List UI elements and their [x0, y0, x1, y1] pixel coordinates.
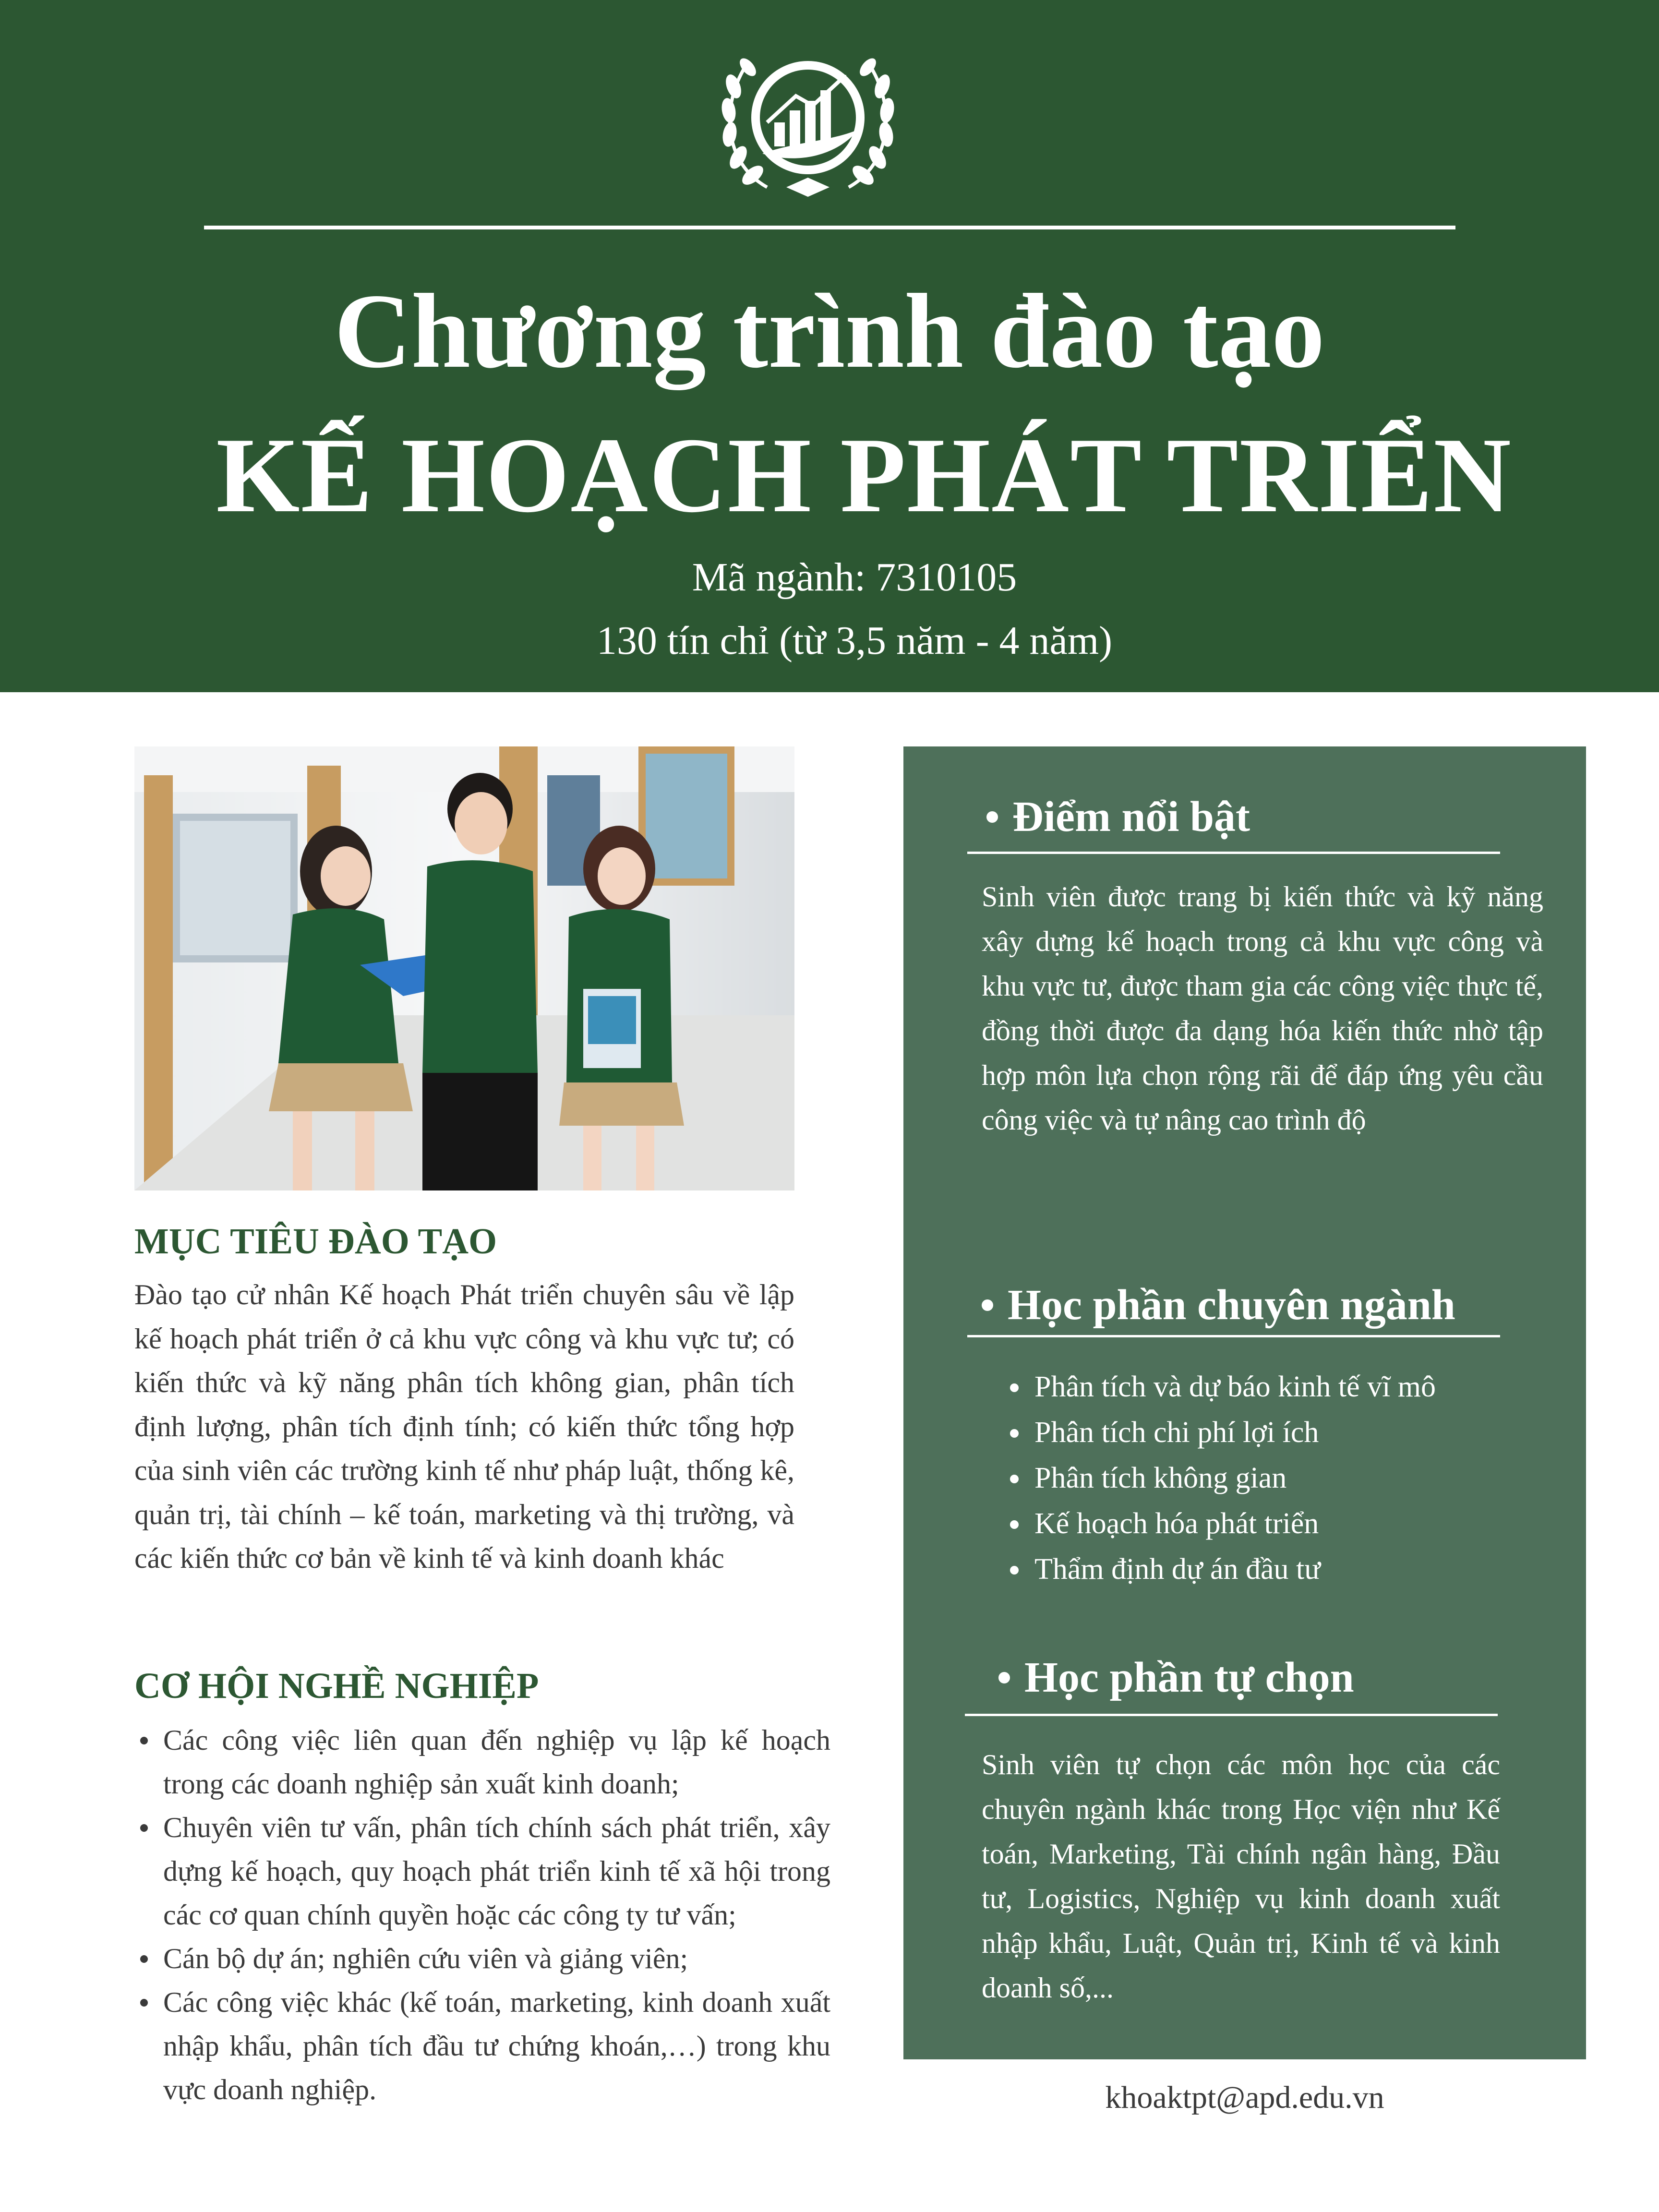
highlights-heading: Điểm nổi bật: [986, 791, 1250, 843]
core-modules-list: [1008, 1364, 1436, 1592]
highlights-text: Sinh viên được trang bị kiến thức và kỹ năng xây dựng kế hoạch trong cả khu vực công và khu vực tư, được tham gia các công việc thực tế, đồng thời được đa dạng hóa kiến thức nhờ tập hợp môn lựa chọn rộng rãi để đáp ứng yêu cầu công việc và tự nâng cao trình độ: [982, 881, 1543, 1136]
program-name: KẾ HOẠCH PHÁT TRIỂN: [216, 416, 1512, 535]
electives-heading: Học phần tự chọn: [998, 1651, 1354, 1704]
list-item: Thẩm định dự án đầu tư: [1008, 1547, 1436, 1592]
bullet-icon: [982, 1299, 993, 1311]
core-modules-divider: [967, 1335, 1500, 1337]
list-item: Phân tích không gian: [1008, 1455, 1436, 1501]
careers-heading: CƠ HỘI NGHỀ NGHIỆP: [134, 1666, 539, 1706]
core-modules-heading: Học phần chuyên ngành: [982, 1279, 1455, 1332]
bullet-icon: [998, 1672, 1010, 1683]
list-item: Phân tích và dự báo kinh tế vĩ mô: [1008, 1364, 1436, 1410]
electives-divider: [965, 1714, 1498, 1716]
list-item: Phân tích chi phí lợi ích: [1008, 1410, 1436, 1455]
list-item: Các công việc liên quan đến nghiệp vụ lập kế hoạch trong các doanh nghiệp sản xuất kinh doanh;: [134, 1719, 830, 1806]
list-item: Kế hoạch hóa phát triển: [1008, 1501, 1436, 1547]
electives-text: Sinh viên tự chọn các môn học của các chuyên ngành khác trong Học viện như Kế toán, Marketing, Tài chính ngân hàng, Đầu tư, Logistics, Nghiệp vụ kinh doanh xuất nhập khẩu, Luật, Quản trị, Kinh tế và kinh doanh số,...: [982, 1749, 1500, 2004]
header-banner: [0, 0, 1659, 692]
list-item: Chuyên viên tư vấn, phân tích chính sách phát triển, xây dựng kế hoạch, quy hoạch phát triển kinh tế xã hội trong các cơ quan chính quyền hoặc các công ty tư vấn;: [134, 1806, 830, 1937]
list-item: Cán bộ dự án; nghiên cứu viên và giảng viên;: [134, 1937, 830, 1981]
careers-list: [134, 1719, 830, 2112]
program-title: Chương trình đào tạo: [334, 272, 1325, 390]
objectives-text: Đào tạo cử nhân Kế hoạch Phát triển chuyên sâu về lập kế hoạch phát triển ở cả khu vực công và khu vực tư; có kiến thức và kỹ năng phân tích không gian, phân tích định lượng, phân tích định tính; có kiến thức tổng hợp của sinh viên các trường kinh tế như pháp luật, thống kê, quản trị, tài chính – kế toán, marketing và thị trường, và các kiến thức cơ bản về kinh tế và kinh doanh khác: [134, 1279, 794, 1574]
bullet-icon: [986, 811, 998, 823]
contact-email[interactable]: khoaktpt@apd.edu.vn: [1105, 2080, 1384, 2115]
list-item: Các công việc khác (kế toán, marketing, kinh doanh xuất nhập khẩu, phân tích đầu tư chứng khoán,…) trong khu vực doanh nghiệp.: [134, 1981, 830, 2112]
faculty-logo: [714, 34, 902, 206]
credits-duration: 130 tín chỉ (từ 3,5 năm - 4 năm): [596, 618, 1113, 663]
students-photo: [134, 746, 794, 1190]
major-code: Mã ngành: 7310105: [692, 555, 1017, 600]
header-divider: [204, 226, 1455, 229]
objectives-heading: MỤC TIÊU ĐÀO TẠO: [134, 1221, 497, 1262]
highlights-divider: [967, 852, 1500, 854]
